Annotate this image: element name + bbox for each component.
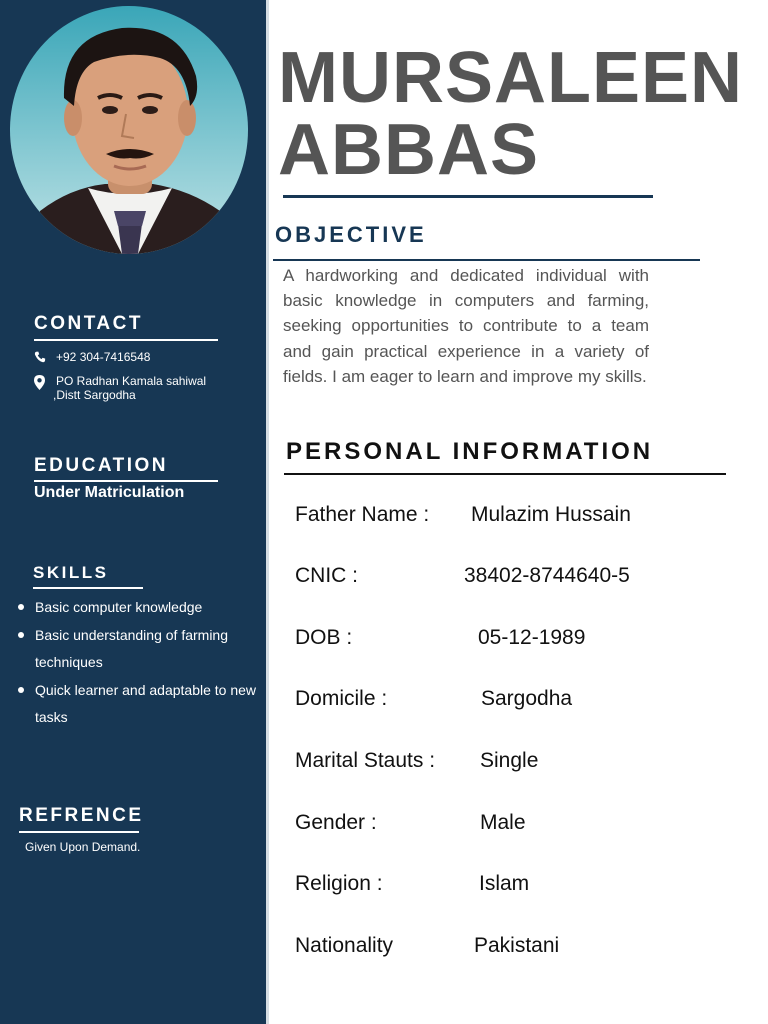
info-label: Gender : — [295, 811, 377, 834]
skill-item: Basic understanding of farming techniques — [18, 622, 264, 677]
contact-address — [34, 374, 206, 402]
personal-info-heading: PERSONAL INFORMATION — [286, 438, 654, 465]
info-value: Sargodha — [481, 687, 573, 710]
info-label: Domicile : — [295, 687, 388, 710]
skills-rule — [33, 587, 143, 589]
info-value: 38402-8744640-5 — [464, 564, 630, 587]
info-value: Islam — [479, 872, 530, 895]
contact-heading: CONTACT — [34, 313, 143, 334]
phone-number: +92 304-7416548 — [56, 350, 151, 364]
info-value: Single — [480, 749, 539, 772]
info-label: Father Name : — [295, 503, 430, 526]
info-value: Pakistani — [474, 934, 560, 957]
reference-rule — [19, 831, 139, 833]
objective-text: A hardworking and dedicated individual with basic knowledge in computers and farming, seeking opportunities to contribute to a team and gain practical experience in a variety of fields. I am eager to learn and improve my skills. — [283, 266, 649, 386]
info-label: CNIC : — [295, 564, 358, 587]
skill-item: Quick learner and adaptable to new tasks — [18, 677, 264, 732]
info-label: Nationality — [295, 934, 394, 957]
skill-item: Basic computer knowledge — [18, 594, 264, 622]
phone-icon — [34, 350, 56, 363]
info-label: DOB : — [295, 626, 353, 649]
objective-rule — [273, 259, 700, 261]
reference-heading: REFRENCE — [19, 805, 144, 826]
contact-rule — [34, 339, 218, 341]
profile-photo — [10, 6, 248, 254]
name-underline — [283, 195, 653, 198]
contact-phone — [34, 350, 150, 364]
objective-heading: OBJECTIVE — [275, 222, 427, 247]
candidate-name — [278, 38, 744, 190]
reference-value: Given Upon Demand. — [25, 840, 141, 854]
info-label: Marital Stauts : — [295, 749, 436, 772]
skills-list — [18, 594, 264, 732]
info-value: Mulazim Hussain — [471, 503, 631, 526]
info-value: Male — [480, 811, 526, 834]
info-value: 05-12-1989 — [478, 626, 586, 649]
address-line-1: PO Radhan Kamala sahiwal — [56, 374, 207, 388]
info-label: Religion : — [295, 872, 383, 895]
address-line-2: ,Distt Sargodha — [53, 388, 136, 402]
education-heading: EDUCATION — [34, 455, 169, 476]
personal-info-rule — [284, 473, 726, 475]
name-line-2: ABBAS — [278, 110, 540, 190]
education-value: Under Matriculation — [34, 484, 185, 501]
sidebar-divider — [266, 0, 269, 1024]
skills-heading: SKILLS — [33, 563, 109, 582]
name-line-1: MURSALEEN — [278, 38, 744, 118]
education-rule — [34, 480, 218, 482]
